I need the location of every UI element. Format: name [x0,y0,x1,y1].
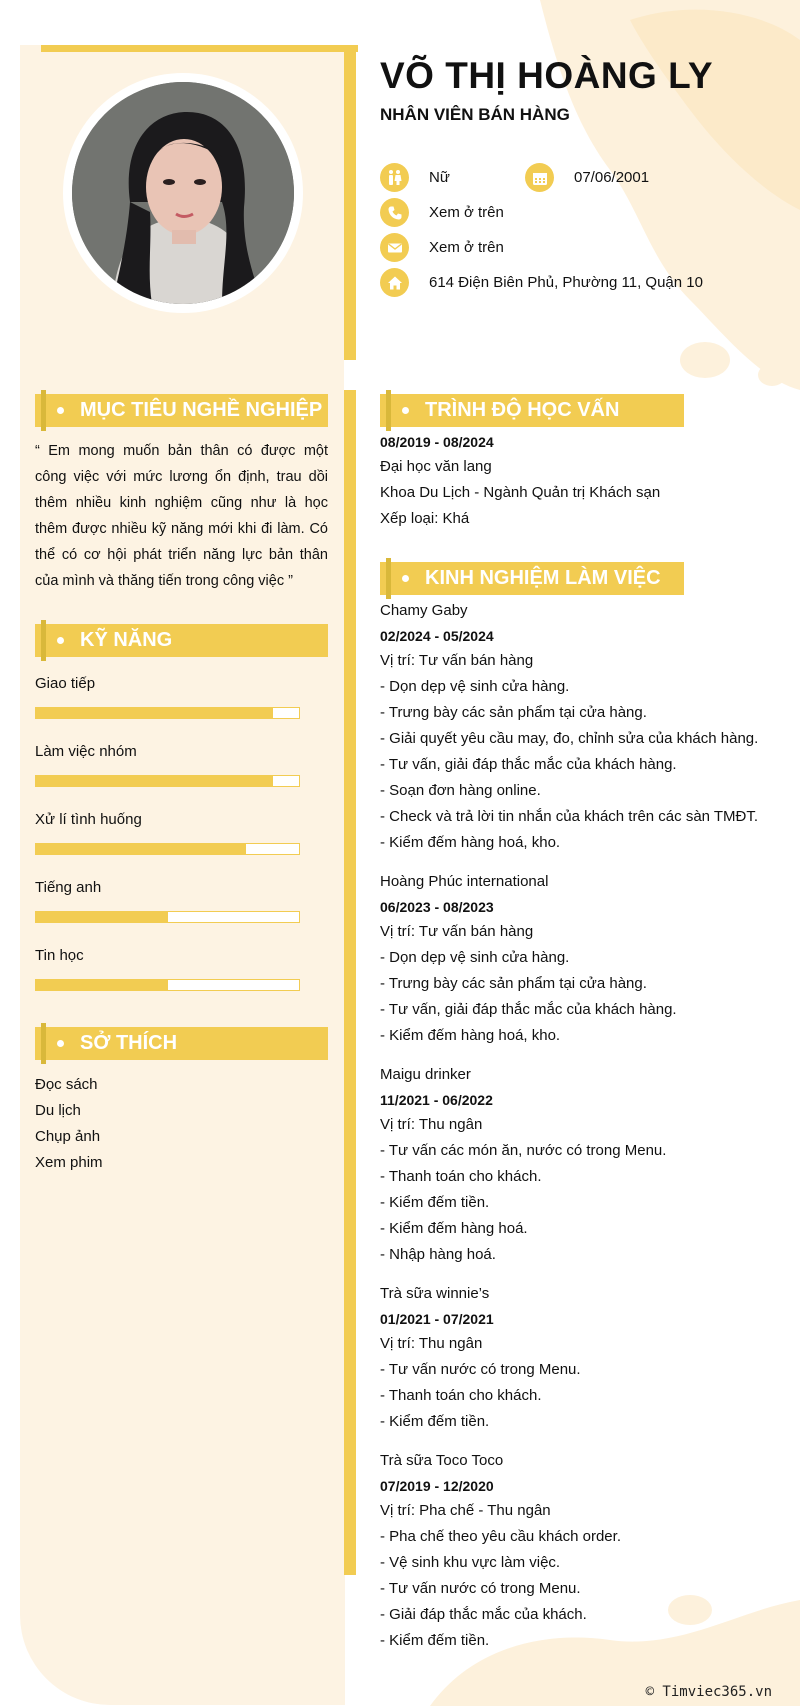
job-entry [380,1448,621,1654]
job-company: Hoàng Phúc international [380,873,549,890]
job-task: - Thanh toán cho khách. [380,1387,542,1404]
job-task: - Tư vấn, giải đáp thắc mắc của khách hàng. [380,1001,677,1018]
skills-heading-text: KỸ NĂNG [80,629,173,651]
skill-item [35,811,300,855]
birthdate-row [525,163,649,192]
bullet-icon [57,1040,64,1047]
job-task: - Kiểm đếm tiền. [380,1632,490,1649]
skill-bar-fill [36,912,168,922]
heading-tick [41,620,46,661]
gender-icon [380,163,409,192]
job-task: - Kiểm đếm hàng hoá, kho. [380,1027,561,1044]
address-row [380,268,703,297]
hobby-item: Chụp ảnh [35,1128,101,1145]
job-entry [380,869,677,1049]
job-task: - Thanh toán cho khách. [380,1168,542,1185]
mail-icon [380,233,409,262]
home-icon [380,268,409,297]
objective-heading-text: MỤC TIÊU NGHỀ NGHIỆP [80,399,323,421]
hobby-item: Du lịch [35,1102,81,1119]
job-entry [380,598,758,856]
job-company: Trà sữa Toco Toco [380,1452,504,1469]
skill-bar-fill [36,776,273,786]
heading-tick [41,390,46,431]
skill-bar [35,843,300,855]
avatar [72,82,294,304]
job-period: 02/2024 - 05/2024 [380,628,494,644]
job-task: - Dọn dẹp vệ sinh cửa hàng. [380,949,570,966]
accent-bar-top [41,45,358,52]
skill-bar [35,911,300,923]
job-task: - Vệ sinh khu vực làm việc. [380,1554,561,1571]
skill-bar-fill [36,708,273,718]
job-position: Vị trí: Thu ngân [380,1335,483,1352]
heading-tick [386,390,391,431]
job-period: 06/2023 - 08/2023 [380,899,494,915]
education-period: 08/2019 - 08/2024 [380,434,494,450]
job-entry [380,1281,581,1435]
accent-bar-gap [344,360,356,390]
job-period: 07/2019 - 12/2020 [380,1478,494,1494]
email-row [380,233,504,262]
skill-item [35,947,300,991]
skill-item [35,879,300,923]
job-task: - Nhập hàng hoá. [380,1246,496,1263]
bullet-icon [57,637,64,644]
skill-label: Làm việc nhóm [35,743,137,760]
objective-text: “ Em mong muốn bản thân có được một công việc với mức lương ổn định, trau dồi thêm nhiều kinh nghiệm cũng như là học thêm được nhiều kỹ năng mới khi đi làm. Có thể có cơ hội phát triển năng lực bản thân của mình và thăng tiến trong công việc ” [35,443,328,589]
education-major: Khoa Du Lịch - Ngành Quản trị Khách sạn [380,484,661,501]
job-title: NHÂN VIÊN BÁN HÀNG [380,105,570,124]
job-task: - Kiểm đếm tiền. [380,1413,490,1430]
hobby-list [35,1072,103,1176]
job-task: - Tư vấn nước có trong Menu. [380,1361,581,1378]
job-entry [380,1062,666,1268]
skill-bar-fill [36,980,168,990]
skill-bar-fill [36,844,246,854]
candidate-name: VÕ THỊ HOÀNG LY [380,55,714,96]
education-school: Đại học văn lang [380,458,492,475]
gender-row [380,163,450,192]
hobbies-heading-text: SỞ THÍCH [80,1032,178,1054]
job-task: - Pha chế theo yêu cầu khách order. [380,1528,621,1545]
avatar-frame [63,73,303,313]
phone-value: Xem ở trên [429,204,504,221]
birthdate-value: 07/06/2001 [574,169,650,186]
heading-tick [41,1023,46,1064]
job-task: - Giải đáp thắc mắc của khách. [380,1606,587,1623]
job-task: - Check và trả lời tin nhắn của khách trên các sàn TMĐT. [380,808,759,825]
education-heading [380,394,684,427]
job-task: - Dọn dẹp vệ sinh cửa hàng. [380,678,570,695]
job-company: Maigu drinker [380,1066,471,1083]
job-task: - Kiểm đếm hàng hoá, kho. [380,834,561,851]
skill-item [35,675,300,719]
bullet-icon [57,407,64,414]
objective-heading [35,394,328,427]
job-company: Chamy Gaby [380,602,468,619]
job-task: - Giải quyết yêu cầu may, đo, chỉnh sửa của khách hàng. [380,730,759,747]
job-company: Trà sữa winnie’s [380,1285,490,1302]
calendar-icon [525,163,554,192]
skills-heading [35,624,328,657]
education-heading-text: TRÌNH ĐỘ HỌC VẤN [425,399,620,421]
phone-icon [380,198,409,227]
skill-label: Tiếng anh [35,879,102,896]
education-rank: Xếp loại: Khá [380,510,470,527]
skill-label: Xử lí tình huống [35,811,142,828]
hobby-item: Xem phim [35,1154,103,1171]
skill-bar [35,775,300,787]
skill-label: Giao tiếp [35,675,96,692]
job-task: - Soạn đơn hàng online. [380,782,541,799]
hobby-item: Đọc sách [35,1076,98,1093]
job-position: Vị trí: Thu ngân [380,1116,483,1133]
experience-heading-text: KINH NGHIỆM LÀM VIỆC [425,567,661,589]
experience-heading [380,562,684,595]
phone-row [380,198,504,227]
footer-credit: © Timviec365.vn [645,1684,772,1700]
job-task: - Tư vấn nước có trong Menu. [380,1580,581,1597]
job-task: - Tư vấn, giải đáp thắc mắc của khách hàng. [380,756,677,773]
job-task: - Tư vấn các món ăn, nước có trong Menu. [380,1142,667,1159]
email-value: Xem ở trên [429,239,504,256]
heading-tick [386,558,391,599]
skill-bar [35,979,300,991]
portrait-image [72,82,294,304]
job-position: Vị trí: Tư vấn bán hàng [380,923,534,940]
job-period: 01/2021 - 07/2021 [380,1311,494,1327]
job-task: - Kiểm đếm hàng hoá. [380,1220,528,1237]
job-task: - Trưng bày các sản phẩm tại cửa hàng. [380,704,647,721]
skill-item [35,743,300,787]
job-period: 11/2021 - 06/2022 [380,1092,493,1108]
bullet-icon [402,407,409,414]
bullet-icon [402,575,409,582]
education-entry [380,430,660,532]
job-position: Vị trí: Tư vấn bán hàng [380,652,534,669]
job-position: Vị trí: Pha chế - Thu ngân [380,1502,551,1519]
skill-bar [35,707,300,719]
job-task: - Trưng bày các sản phẩm tại cửa hàng. [380,975,647,992]
skill-label: Tin học [35,947,84,964]
hobbies-heading [35,1027,328,1060]
address-value: 614 Điện Biên Phủ, Phường 11, Quận 10 [429,274,703,291]
job-task: - Kiểm đếm tiền. [380,1194,490,1211]
accent-bar-vertical [344,45,356,1575]
gender-value: Nữ [429,169,450,186]
